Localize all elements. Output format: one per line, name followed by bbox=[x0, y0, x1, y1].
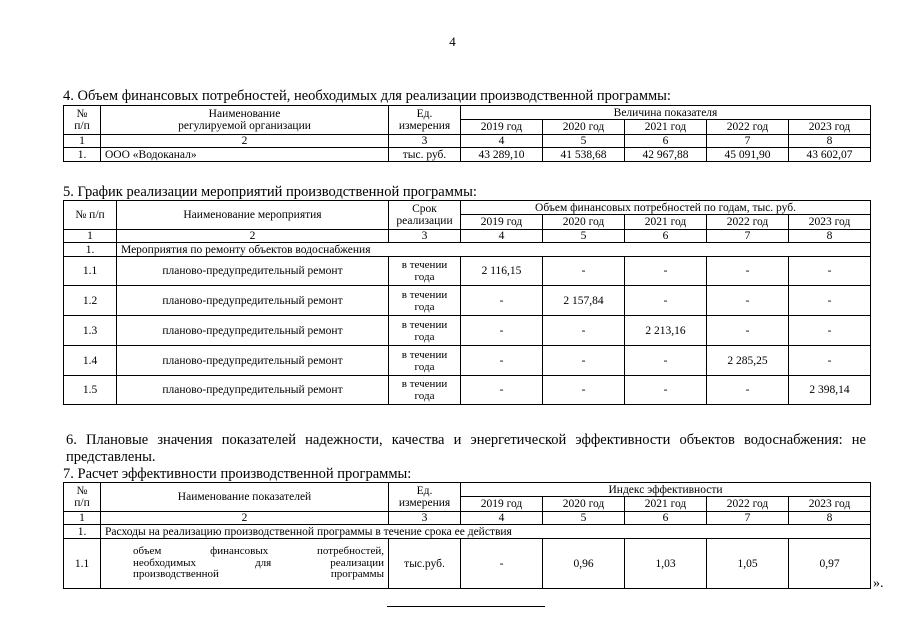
group-row-number: 1. bbox=[64, 243, 117, 257]
year-header: 2021 год bbox=[625, 120, 707, 135]
measure-name: планово-предупредительный ремонт bbox=[117, 346, 389, 376]
value-cell: 1,03 bbox=[625, 539, 707, 589]
row-number: 1.1 bbox=[64, 257, 117, 286]
row-number: 1.5 bbox=[64, 376, 117, 405]
measure-name: планово-предупредительный ремонт bbox=[117, 257, 389, 286]
col-number: 5 bbox=[543, 512, 625, 525]
term-cell: в течении года bbox=[389, 376, 461, 405]
col-number: 3 bbox=[389, 512, 461, 525]
value-cell: - bbox=[543, 316, 625, 346]
col-number: 6 bbox=[625, 512, 707, 525]
section-4-heading: 4. Объем финансовых потребностей, необходимых для реализации производственной программы: bbox=[63, 88, 671, 104]
col-number: 4 bbox=[461, 230, 543, 243]
header-financial-volume: Объем финансовых потребностей по годам, тыс. руб. bbox=[461, 201, 871, 215]
value-cell: 2 157,84 bbox=[543, 286, 625, 316]
value-cell: - bbox=[707, 257, 789, 286]
value-cell: 0,97 bbox=[789, 539, 871, 589]
header-no: № п/п bbox=[64, 483, 101, 512]
group-row-number: 1. bbox=[64, 525, 101, 539]
measure-name: планово-предупредительный ремонт bbox=[117, 316, 389, 346]
col-number: 3 bbox=[389, 135, 461, 148]
header-measure-name: Наименование мероприятия bbox=[117, 201, 389, 230]
closing-quote: ». bbox=[873, 576, 884, 591]
measure-name: планово-предупредительный ремонт bbox=[117, 376, 389, 405]
value-cell: - bbox=[461, 346, 543, 376]
year-header: 2022 год bbox=[707, 215, 789, 230]
value-cell: - bbox=[789, 257, 871, 286]
value-cell: 2 285,25 bbox=[707, 346, 789, 376]
value-cell: - bbox=[707, 376, 789, 405]
year-header: 2023 год bbox=[789, 497, 871, 512]
indicator-name-line: объем финансовых потребностей, bbox=[133, 545, 384, 558]
col-number: 1 bbox=[64, 230, 117, 243]
year-header: 2022 год bbox=[707, 120, 789, 135]
row-number: 1.4 bbox=[64, 346, 117, 376]
header-indicator-value: Величина показателя bbox=[461, 106, 871, 120]
term-cell: в течении года bbox=[389, 286, 461, 316]
unit-cell: тыс.руб. bbox=[389, 539, 461, 589]
value-cell: 41 538,68 bbox=[543, 148, 625, 162]
row-number: 1.2 bbox=[64, 286, 117, 316]
org-name: ООО «Водоканал» bbox=[101, 148, 389, 162]
col-number: 2 bbox=[117, 230, 389, 243]
col-number: 2 bbox=[101, 135, 389, 148]
header-indicator-name: Наименование показателей bbox=[101, 483, 389, 512]
group-row-title: Мероприятия по ремонту объектов водоснабжения bbox=[117, 243, 871, 257]
row-number: 1.1 bbox=[64, 539, 101, 589]
col-number: 8 bbox=[789, 135, 871, 148]
term-cell: в течении года bbox=[389, 346, 461, 376]
year-header: 2021 год bbox=[625, 497, 707, 512]
year-header: 2023 год bbox=[789, 120, 871, 135]
value-cell: - bbox=[789, 346, 871, 376]
value-cell: 2 213,16 bbox=[625, 316, 707, 346]
indicator-name-line: производственной программы bbox=[133, 568, 384, 581]
value-cell: - bbox=[625, 286, 707, 316]
value-cell: - bbox=[625, 346, 707, 376]
col-number: 4 bbox=[461, 512, 543, 525]
financial-needs-table bbox=[63, 105, 871, 162]
header-term: Срок реализации bbox=[389, 201, 461, 230]
bottom-rule bbox=[387, 606, 545, 607]
col-number: 7 bbox=[707, 230, 789, 243]
value-cell: 45 091,90 bbox=[707, 148, 789, 162]
header-unit: Ед. измерения bbox=[389, 106, 461, 135]
col-number: 1 bbox=[64, 135, 101, 148]
col-number: 8 bbox=[789, 230, 871, 243]
measure-name: планово-предупредительный ремонт bbox=[117, 286, 389, 316]
value-cell: - bbox=[461, 539, 543, 589]
header-no: № п/п bbox=[64, 201, 117, 230]
value-cell: - bbox=[625, 257, 707, 286]
value-cell: - bbox=[543, 257, 625, 286]
year-header: 2021 год bbox=[625, 215, 707, 230]
header-org-name: Наименование регулируемой организации bbox=[101, 106, 389, 135]
value-cell: - bbox=[461, 376, 543, 405]
col-number: 5 bbox=[543, 230, 625, 243]
value-cell: 42 967,88 bbox=[625, 148, 707, 162]
col-number: 1 bbox=[64, 512, 101, 525]
indicator-name-line: необходимых для реализации bbox=[133, 556, 384, 569]
value-cell: - bbox=[543, 376, 625, 405]
schedule-table bbox=[63, 200, 871, 405]
value-cell: - bbox=[789, 316, 871, 346]
header-no: № п/п bbox=[64, 106, 101, 135]
col-number: 6 bbox=[625, 230, 707, 243]
value-cell: - bbox=[625, 376, 707, 405]
header-efficiency-index: Индекс эффективности bbox=[461, 483, 871, 497]
col-number: 6 bbox=[625, 135, 707, 148]
year-header: 2020 год bbox=[543, 215, 625, 230]
value-cell: - bbox=[707, 286, 789, 316]
value-cell: - bbox=[461, 316, 543, 346]
term-cell: в течении года bbox=[389, 316, 461, 346]
term-cell: в течении года bbox=[389, 257, 461, 286]
year-header: 2019 год bbox=[461, 497, 543, 512]
section-5-heading: 5. График реализации мероприятий производственной программы: bbox=[63, 184, 477, 200]
year-header: 2023 год bbox=[789, 215, 871, 230]
year-header: 2022 год bbox=[707, 497, 789, 512]
section-7-heading: 7. Расчет эффективности производственной программы: bbox=[63, 466, 412, 482]
value-cell: 43 289,10 bbox=[461, 148, 543, 162]
year-header: 2020 год bbox=[543, 497, 625, 512]
header-unit: Ед. измерения bbox=[389, 483, 461, 512]
value-cell: 0,96 bbox=[543, 539, 625, 589]
value-cell: 43 602,07 bbox=[789, 148, 871, 162]
col-number: 2 bbox=[101, 512, 389, 525]
indicator-name bbox=[101, 539, 389, 589]
value-cell: 1,05 bbox=[707, 539, 789, 589]
col-number: 3 bbox=[389, 230, 461, 243]
value-cell: 2 116,15 bbox=[461, 257, 543, 286]
col-number: 8 bbox=[789, 512, 871, 525]
unit-cell: тыс. руб. bbox=[389, 148, 461, 162]
row-number: 1.3 bbox=[64, 316, 117, 346]
col-number: 4 bbox=[461, 135, 543, 148]
year-header: 2019 год bbox=[461, 215, 543, 230]
value-cell: - bbox=[707, 316, 789, 346]
group-row-title: Расходы на реализацию производственной программы в течение срока ее действия bbox=[101, 525, 871, 539]
section-6-text: 6. Плановые значения показателей надежности, качества и энергетической эффективности объектов водоснабжения: не представлены. bbox=[66, 432, 866, 465]
year-header: 2019 год bbox=[461, 120, 543, 135]
col-number: 7 bbox=[707, 512, 789, 525]
value-cell: 2 398,14 bbox=[789, 376, 871, 405]
value-cell: - bbox=[789, 286, 871, 316]
value-cell: - bbox=[543, 346, 625, 376]
value-cell: - bbox=[461, 286, 543, 316]
col-number: 5 bbox=[543, 135, 625, 148]
col-number: 7 bbox=[707, 135, 789, 148]
row-number: 1. bbox=[64, 148, 101, 162]
efficiency-table bbox=[63, 482, 871, 589]
page-number: 4 bbox=[449, 34, 456, 49]
year-header: 2020 год bbox=[543, 120, 625, 135]
